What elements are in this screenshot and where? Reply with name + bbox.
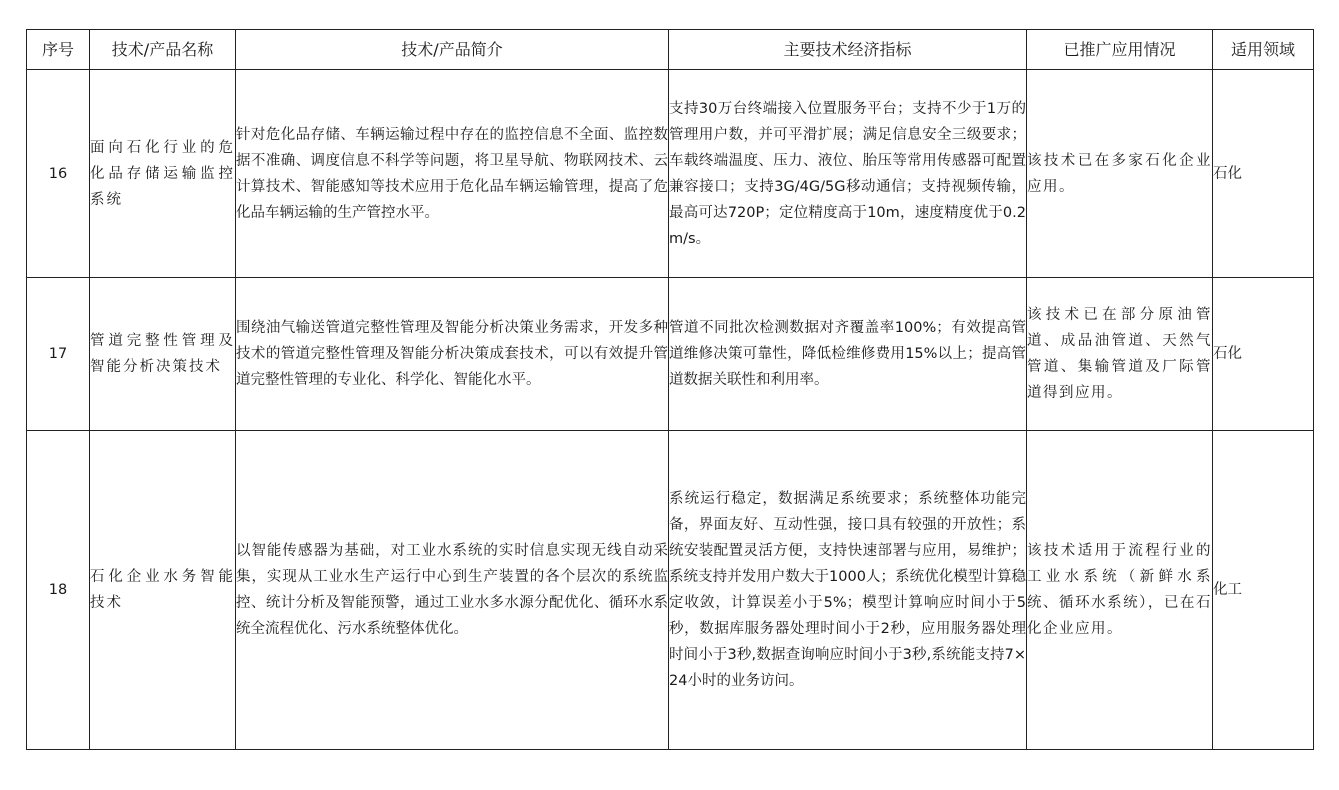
row-no: 18	[27, 431, 90, 750]
row-application: 该技术适用于流程行业的工业水系统（新鲜水系统、循环水系统），已在石化企业应用。	[1027, 431, 1213, 750]
row-name: 面向石化行业的危化品存储运输监控系统	[90, 70, 236, 278]
technology-table	[26, 29, 1314, 750]
header-row	[27, 30, 1314, 70]
row-indicators: 管道不同批次检测数据对齐覆盖率100%；有效提高管道维修决策可靠性，降低检维修费用15%以上；提高管道数据关联性和利用率。	[669, 278, 1027, 431]
header-indicators: 主要技术经济指标	[669, 30, 1027, 70]
row-intro: 以智能传感器为基础，对工业水系统的实时信息实现无线自动采集，实现从工业水生产运行中心到生产装置的各个层次的系统监控、统计分析及智能预警，通过工业水多水源分配优化、循环水系统全流程优化、污水系统整体优化。	[236, 431, 669, 750]
row-indicators: 系统运行稳定，数据满足系统要求；系统整体功能完备，界面友好、互动性强，接口具有较强的开放性；系统安装配置灵活方便，支持快速部署与应用，易维护；系统支持并发用户数大于1000人；系统优化模型计算稳定收敛，计算误差小于5%；模型计算响应时间小于5秒，数据库服务器处理时间小于2秒，应用服务器处理时间小于3秒,数据查询响应时间小于3秒,系统能支持7×24小时的业务访问。	[669, 431, 1027, 750]
row-application: 该技术已在部分原油管道、成品油管道、天然气管道、集输管道及厂际管道得到应用。	[1027, 278, 1213, 431]
header-name: 技术/产品名称	[90, 30, 236, 70]
row-field: 石化	[1213, 278, 1314, 431]
table-row	[27, 278, 1314, 431]
row-indicators: 支持30万台终端接入位置服务平台；支持不少于1万的管理用户数，并可平滑扩展；满足信息安全三级要求；车载终端温度、压力、液位、胎压等常用传感器可配置兼容接口；支持3G/4G/5G移动通信；支持视频传输，最高可达720P；定位精度高于10m，速度精度优于0.2m/s。	[669, 70, 1027, 278]
table-row	[27, 431, 1314, 750]
row-field: 石化	[1213, 70, 1314, 278]
table-row	[27, 70, 1314, 278]
row-intro: 围绕油气输送管道完整性管理及智能分析决策业务需求，开发多种技术的管道完整性管理及智能分析决策成套技术，可以有效提升管道完整性管理的专业化、科学化、智能化水平。	[236, 278, 669, 431]
header-no: 序号	[27, 30, 90, 70]
header-application: 已推广应用情况	[1027, 30, 1213, 70]
header-field: 适用领域	[1213, 30, 1314, 70]
row-no: 17	[27, 278, 90, 431]
row-field: 化工	[1213, 431, 1314, 750]
header-intro: 技术/产品简介	[236, 30, 669, 70]
row-name: 管道完整性管理及智能分析决策技术	[90, 278, 236, 431]
row-intro: 针对危化品存储、车辆运输过程中存在的监控信息不全面、监控数据不准确、调度信息不科学等问题，将卫星导航、物联网技术、云计算技术、智能感知等技术应用于危化品车辆运输管理，提高了危化品车辆运输的生产管控水平。	[236, 70, 669, 278]
row-name: 石化企业水务智能技术	[90, 431, 236, 750]
row-application: 该技术已在多家石化企业应用。	[1027, 70, 1213, 278]
row-no: 16	[27, 70, 90, 278]
